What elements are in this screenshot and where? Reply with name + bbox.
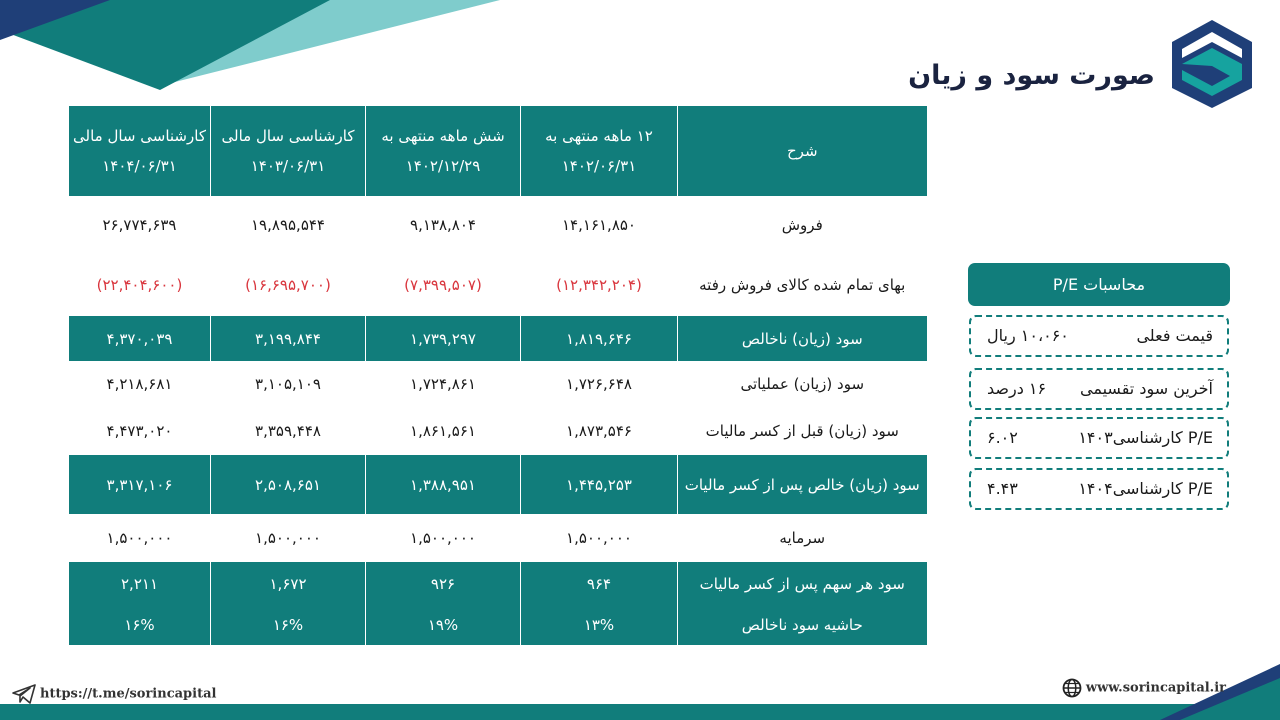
cell-value: ۹۶۴ [521, 562, 678, 605]
telegram-url: https://t.me/sorincapital [40, 686, 217, 702]
row-label: سرمایه [678, 514, 927, 562]
table-header-row [69, 106, 927, 196]
table-row [69, 407, 927, 455]
table-row [69, 562, 927, 605]
cell-value: ۱۹% [366, 605, 521, 645]
cell-value: ۱,۷۲۶,۶۴۸ [521, 361, 678, 407]
table-row [69, 316, 927, 361]
pe-item-current-price [969, 315, 1229, 357]
cell-value: ۱۴,۱۶۱,۸۵۰ [521, 196, 678, 254]
header-column: کارشناسی سال مالی ۱۴۰۴/۰۶/۳۱ [69, 106, 211, 196]
cell-value: ۴,۳۷۰,۰۳۹ [69, 316, 211, 361]
pe-item-value: ۶.۰۲ [987, 428, 1018, 447]
table-row [69, 455, 927, 514]
pe-item-last-dividend [969, 368, 1229, 410]
table-row [69, 605, 927, 645]
cell-value: ۳,۱۹۹,۸۴۴ [211, 316, 366, 361]
table-row [69, 196, 927, 254]
header-column: ۱۲ ماهه منتهی به ۱۴۰۲/۰۶/۳۱ [521, 106, 678, 196]
row-label: بهای تمام شده کالای فروش رفته [678, 254, 927, 316]
pe-item-value: ۱۶ درصد [987, 379, 1047, 398]
table-row [69, 361, 927, 407]
cell-value: ۲,۲۱۱ [69, 562, 211, 605]
cell-value: ۱۹,۸۹۵,۵۴۴ [211, 196, 366, 254]
pe-item-value: ۴.۴۳ [987, 479, 1018, 498]
cell-value: ۱۶% [69, 605, 211, 645]
cell-value: ۲۶,۷۷۴,۶۳۹ [69, 196, 211, 254]
cell-value: (۱۶,۶۹۵,۷۰۰) [211, 254, 366, 316]
cell-value: ۱,۸۱۹,۶۴۶ [521, 316, 678, 361]
cell-value: ۱,۶۷۲ [211, 562, 366, 605]
cell-value: ۱,۵۰۰,۰۰۰ [69, 514, 211, 562]
cell-value: ۱,۷۲۴,۸۶۱ [366, 361, 521, 407]
row-label: سود (زیان) قبل از کسر مالیات [678, 407, 927, 455]
website-link[interactable] [1062, 678, 1226, 698]
telegram-icon [12, 684, 36, 704]
cell-value: ۴,۲۱۸,۶۸۱ [69, 361, 211, 407]
header-column: کارشناسی سال مالی ۱۴۰۳/۰۶/۳۱ [211, 106, 366, 196]
pe-item-label: آخرین سود تقسیمی [1080, 379, 1213, 398]
pe-panel-header: محاسبات P/E [968, 263, 1230, 306]
pe-item-value: ۱۰،۰۶۰ ریال [987, 326, 1069, 345]
cell-value: (۱۲,۳۴۲,۲۰۴) [521, 254, 678, 316]
cell-value: ۳,۳۱۷,۱۰۶ [69, 455, 211, 514]
row-label: سود (زیان) خالص پس از کسر مالیات [678, 455, 927, 514]
table-row [69, 514, 927, 562]
cell-value: ۹۲۶ [366, 562, 521, 605]
cell-value: ۳,۳۵۹,۴۴۸ [211, 407, 366, 455]
pe-item-label: P/E کارشناسی۱۴۰۴ [1078, 479, 1213, 498]
pe-item-1403 [969, 417, 1229, 459]
row-label: سود هر سهم پس از کسر مالیات [678, 562, 927, 605]
website-url: www.sorincapital.ir [1085, 680, 1226, 696]
pe-item-1404 [969, 468, 1229, 510]
income-statement-table [68, 106, 927, 645]
globe-icon [1062, 678, 1082, 698]
row-label: فروش [678, 196, 927, 254]
cell-value: ۱,۵۰۰,۰۰۰ [366, 514, 521, 562]
cell-value: ۴,۴۷۳,۰۲۰ [69, 407, 211, 455]
cell-value: ۱,۷۳۹,۲۹۷ [366, 316, 521, 361]
cell-value: ۲,۵۰۸,۶۵۱ [211, 455, 366, 514]
cell-value: ۱,۸۷۳,۵۴۶ [521, 407, 678, 455]
cell-value: (۷,۳۹۹,۵۰۷) [366, 254, 521, 316]
cell-value: ۱,۳۸۸,۹۵۱ [366, 455, 521, 514]
cell-value: ۱,۵۰۰,۰۰۰ [211, 514, 366, 562]
cell-value: ۳,۱۰۵,۱۰۹ [211, 361, 366, 407]
cell-value: ۱۳% [521, 605, 678, 645]
cell-value: ۹,۱۳۸,۸۰۴ [366, 196, 521, 254]
cell-value: ۱,۸۶۱,۵۶۱ [366, 407, 521, 455]
page-title: صورت سود و زیان [908, 60, 1155, 91]
header-description: شرح [678, 106, 927, 196]
header-column: شش ماهه منتهی به ۱۴۰۲/۱۲/۲۹ [366, 106, 521, 196]
pe-item-label: قیمت فعلی [1136, 326, 1213, 345]
row-label: حاشیه سود ناخالص [678, 605, 927, 645]
cell-value: ۱,۵۰۰,۰۰۰ [521, 514, 678, 562]
table-row [69, 254, 927, 316]
row-label: سود (زیان) عملیاتی [678, 361, 927, 407]
company-logo [1170, 18, 1254, 110]
top-decoration [0, 0, 500, 90]
cell-value: (۲۲,۴۰۴,۶۰۰) [69, 254, 211, 316]
row-label: سود (زیان) ناخالص [678, 316, 927, 361]
cell-value: ۱۶% [211, 605, 366, 645]
cell-value: ۱,۴۴۵,۲۵۳ [521, 455, 678, 514]
telegram-link[interactable] [12, 684, 216, 704]
pe-item-label: P/E کارشناسی۱۴۰۳ [1078, 428, 1213, 447]
